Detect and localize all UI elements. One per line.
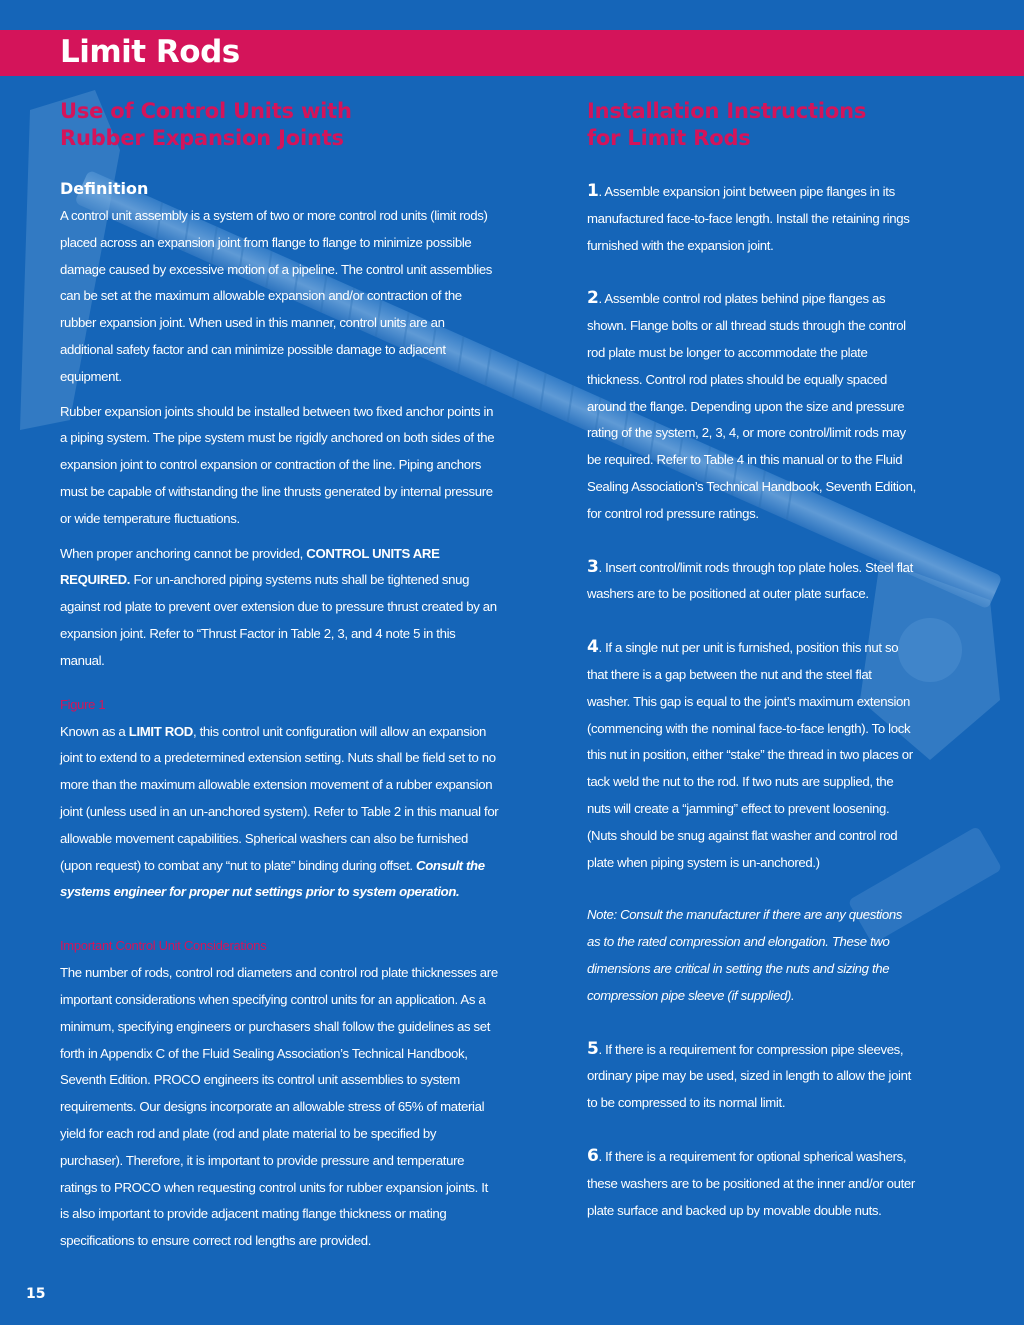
definition-heading: Definition: [60, 179, 149, 198]
definition-paragraph: A control unit assembly is a system of two or more control rod units (limit rods) placed across an expansion joint from flange to flange to minimize possible damage caused by excessive motion of a pipeline. The control unit assemblies can be set at the maximum allowable expansion and/or contraction of the rubber expansion joint. When used in this manner, control units are an additional safety factor and can minimize possible damage to adjacent equipment.: [60, 208, 493, 384]
considerations-caption: Important Control Unit Considerations: [60, 938, 267, 954]
right-section-heading: [587, 98, 917, 152]
step-text: . Insert control/limit rods through top plate holes. Steel flat washers are to be positioned at outer plate surface.: [587, 559, 913, 602]
step-number: 1: [587, 181, 599, 201]
step-4: [587, 634, 917, 876]
right-heading-line1: Installation Instructions: [587, 99, 867, 123]
limit-rod-paragraph: Known as a LIMIT ROD, this control unit configuration will allow an expansion joint to extend to a predetermined extension setting. Nuts shall be field set to no more than the maximum allowable extension movement of a rubber expansion joint (unless used in an un-anchored system). Refer to Table 2 in this manual for allowable movement capabilities. Spherical washers can also be furnished (upon request) to combat any “nut to plate” binding during offset. Consult the systems engineer for proper nut settings prior to system operation.: [60, 723, 499, 900]
step-number: 3: [587, 556, 599, 577]
left-heading-line2: Rubber Expansion Joints: [60, 126, 344, 150]
step-text: . If there is a requirement for optional spherical washers, these washers are to be positioned at the inner and/or outer plate surface and backed up by movable double nuts.: [587, 1148, 915, 1218]
title-band: [0, 30, 1024, 76]
considerations-paragraph: The number of rods, control rod diameters and control rod plate thicknesses are important considerations when specifying control units for an application. As a minimum, specifying engineers or purchasers shall follow the guidelines as set forth in Appendix C of the Fluid Sealing Association’s Technical Handbook, Seventh Edition. PROCO engineers its control unit assemblies to system requirements. Our designs incorporate an allowable stress of 65% of material yield for each rod and plate (rod and plate material to be specified by purchaser). Therefore, it is important to provide pressure and temperature ratings to PROCO when requesting control units for rubber expansion joints. It is also important to provide adjacent mating flange thickness or mating specifications to ensure correct rod lengths are provided.: [60, 965, 498, 1249]
right-heading-line2: for Limit Rods: [587, 126, 751, 150]
left-column: [60, 98, 500, 1263]
left-section-heading: [60, 98, 500, 152]
consult-engineer-emphasis: Consult the systems engineer for proper nut settings prior to system operation.: [60, 857, 485, 900]
page-title: Limit Rods: [60, 34, 240, 70]
step-5: [587, 1036, 917, 1117]
limit-rod-emphasis: LIMIT ROD: [128, 723, 193, 739]
step-3: [587, 554, 917, 609]
step-number: 4: [587, 637, 599, 658]
step-number: 2: [587, 288, 599, 309]
step-text: . Assemble control rod plates behind pipe flanges as shown. Flange bolts or all thread studs through the control rod plate must be longer to accommodate the plate thickness. Control rod plates should be equally spaced around the flange. Depending upon the size and pressure rating of the system, 2, 3, 4, or more control/limit rods may be required. Refer to Table 4 in this manual or to the Fluid Sealing Association’s Technical Handbook, Seventh Edition, for control rod pressure ratings.: [587, 291, 916, 521]
step-1: [587, 178, 917, 259]
step-text: . Assemble expansion joint between pipe flanges in its manufactured face-to-face length. Install the retaining rings furnished with the expansion joint.: [587, 184, 910, 253]
anchoring-paragraph: Rubber expansion joints should be installed between two fixed anchor points in a piping system. The pipe system must be rigidly anchored on both sides of the expansion joint to control expansion or contraction of the line. Piping anchors must be capable of withstanding the line thrusts generated by internal pressure or wide temperature fluctuations.: [60, 403, 495, 526]
control-units-required-emphasis: CONTROL UNITS ARE REQUIRED.: [60, 545, 440, 588]
page-number: 15: [26, 1286, 46, 1302]
control-units-required-paragraph: When proper anchoring cannot be provided, CONTROL UNITS ARE REQUIRED. For un-anchored piping systems nuts shall be tightened snug against rod plate to prevent over extension due to pressure thrust created by an expansion joint. Refer to “Thrust Factor in Table 2, 3, and 4 note 5 in this manual.: [60, 545, 497, 668]
left-heading-line1: Use of Control Units with: [60, 99, 352, 123]
step-6: [587, 1143, 917, 1224]
step-text: . If there is a requirement for compression pipe sleeves, ordinary pipe may be used, sized in length to allow the joint to be compressed to its normal limit.: [587, 1041, 911, 1111]
step-number: 6: [587, 1145, 599, 1166]
manufacturer-note: Note: Consult the manufacturer if there are any questions as to the rated compression and elongation. These two dimensions are critical in setting the nuts and sizing the compression pipe sleeve (if supplied).: [587, 907, 903, 1003]
step-text: . If a single nut per unit is furnished, position this nut so that there is a gap between the nut and the steel flat washer. This gap is equal to the joint’s maximum extension (commencing with the nominal face-to-face length). To lock this nut in position, either “stake” the thread in two places or tack weld the nut to the rod. If two nuts are supplied, the nuts will create a “jamming” effect to prevent loosening. (Nuts should be snug against flat washer and control rod plate when piping system is un-anchored.): [587, 640, 913, 870]
right-column: [587, 98, 917, 1250]
figure-caption: Figure 1: [60, 696, 106, 712]
step-number: 5: [587, 1038, 599, 1059]
step-2: [587, 285, 917, 527]
